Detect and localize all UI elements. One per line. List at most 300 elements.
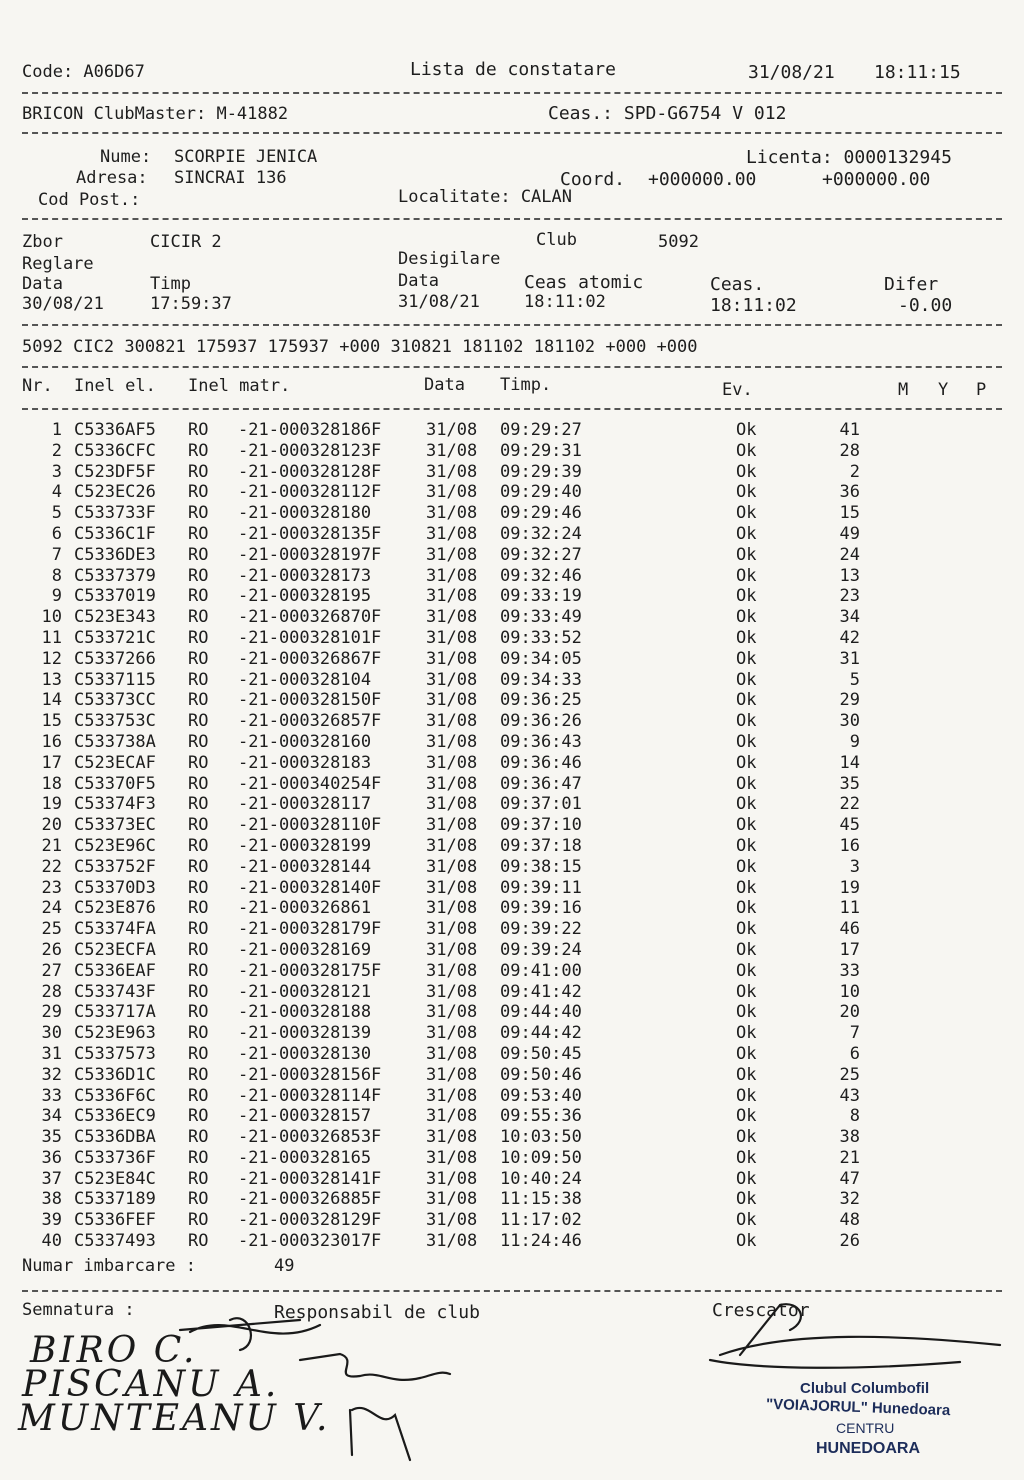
- table-row: [22, 482, 1002, 503]
- event-status: Ok: [736, 919, 757, 940]
- basket-number: 5: [849, 669, 860, 690]
- ring-number: -21-000326853F: [238, 1127, 382, 1148]
- ring-number: -21-000328150F: [238, 690, 382, 711]
- flight-name: CICIR 2: [150, 232, 222, 252]
- row-number: 35: [41, 1127, 62, 1148]
- table-row: [22, 878, 1002, 899]
- country-code: RO: [188, 669, 209, 690]
- boarding-label: Numar imbarcare :: [22, 1256, 196, 1276]
- print-date: 31/08/21: [748, 62, 835, 83]
- country-code: RO: [188, 960, 209, 981]
- ring-number: -21-000328179F: [238, 919, 382, 940]
- arrival-date: 31/08: [426, 440, 478, 461]
- ring-number: -21-000328121: [238, 981, 372, 1002]
- basket-number: 48: [839, 1210, 860, 1231]
- row-number: 8: [51, 565, 62, 586]
- event-status: Ok: [736, 939, 757, 960]
- arrival-time: 09:37:10: [500, 815, 582, 836]
- electronic-ring: C5336D1C: [74, 1064, 156, 1085]
- ring-number: -21-000328139: [238, 1023, 372, 1044]
- atomic-clock-label: Ceas atomic: [524, 272, 644, 293]
- row-number: 27: [41, 960, 62, 981]
- country-code: RO: [188, 711, 209, 732]
- table-row: [22, 1148, 1002, 1169]
- country-code: RO: [188, 607, 209, 628]
- country-code: RO: [188, 1043, 209, 1064]
- header-m: M: [898, 380, 909, 400]
- row-number: 33: [41, 1085, 62, 1106]
- arrival-time: 10:03:50: [500, 1127, 582, 1148]
- row-number: 40: [41, 1231, 62, 1252]
- basket-number: 3: [849, 856, 860, 877]
- set-date: 30/08/21: [22, 294, 104, 314]
- electronic-ring: C523E876: [74, 898, 156, 919]
- event-status: Ok: [736, 669, 757, 690]
- electronic-ring: C533733F: [74, 503, 156, 524]
- arrival-time: 10:09:50: [500, 1147, 582, 1168]
- arrival-date: 31/08: [426, 711, 478, 732]
- ring-number: -21-000328117: [238, 794, 372, 815]
- event-status: Ok: [736, 565, 757, 586]
- electronic-ring: C533743F: [74, 981, 156, 1002]
- breeder-label: Crescator: [712, 1300, 810, 1321]
- basket-number: 21: [839, 1147, 860, 1168]
- arrival-date: 31/08: [426, 1023, 478, 1044]
- event-status: Ok: [736, 1002, 757, 1023]
- table-row: [22, 711, 1002, 732]
- header-nr: Nr.: [22, 376, 53, 396]
- clock-id: Ceas.: SPD-G6754 V 012: [548, 103, 787, 124]
- electronic-ring: C53373CC: [74, 690, 156, 711]
- electronic-ring: C523DF5F: [74, 461, 156, 482]
- ring-number: -21-000328101F: [238, 627, 382, 648]
- arrival-time: 09:44:42: [500, 1023, 582, 1044]
- row-number: 38: [41, 1189, 62, 1210]
- event-status: Ok: [736, 856, 757, 877]
- arrival-time: 09:50:45: [500, 1043, 582, 1064]
- country-code: RO: [188, 898, 209, 919]
- arrival-time: 09:36:43: [500, 731, 582, 752]
- basket-number: 42: [839, 627, 860, 648]
- electronic-ring: C5337266: [74, 648, 156, 669]
- electronic-ring: C533753C: [74, 711, 156, 732]
- document-title: Lista de constatare: [410, 59, 616, 80]
- table-row: [22, 670, 1002, 691]
- boarding-count: 49: [274, 1256, 295, 1276]
- row-number: 21: [41, 835, 62, 856]
- arrival-date: 31/08: [426, 1002, 478, 1023]
- electronic-ring: C533721C: [74, 627, 156, 648]
- event-status: Ok: [736, 1168, 757, 1189]
- arrival-time: 09:55:36: [500, 1106, 582, 1127]
- country-code: RO: [188, 586, 209, 607]
- basket-number: 28: [839, 440, 860, 461]
- arrival-time: 11:24:46: [500, 1231, 582, 1252]
- electronic-ring: C523E343: [74, 607, 156, 628]
- ring-number: -21-000328160: [238, 731, 372, 752]
- arrival-time: 11:15:38: [500, 1189, 582, 1210]
- row-number: 39: [41, 1210, 62, 1231]
- electronic-ring: C523E96C: [74, 835, 156, 856]
- ring-number: -21-000328169: [238, 939, 372, 960]
- postcode-label: Cod Post.:: [38, 190, 141, 210]
- basket-number: 22: [839, 794, 860, 815]
- electronic-ring: C53370F5: [74, 773, 156, 794]
- electronic-ring: C5336EAF: [74, 960, 156, 981]
- setting-label: Reglare: [22, 254, 94, 274]
- basket-number: 2: [849, 461, 860, 482]
- set-date-label: Data: [22, 274, 63, 294]
- arrival-date: 31/08: [426, 607, 478, 628]
- table-row: [22, 628, 1002, 649]
- table-row: [22, 462, 1002, 483]
- ring-number: -21-000328157: [238, 1106, 372, 1127]
- electronic-ring: C5336C1F: [74, 523, 156, 544]
- event-status: Ok: [736, 1023, 757, 1044]
- electronic-ring: C5336EC9: [74, 1106, 156, 1127]
- separator: [22, 132, 1002, 134]
- row-number: 3: [51, 461, 62, 482]
- table-row: [22, 898, 1002, 919]
- row-number: 10: [41, 607, 62, 628]
- arrival-date: 31/08: [426, 482, 478, 503]
- separator: [22, 324, 1002, 326]
- arrival-time: 11:17:02: [500, 1210, 582, 1231]
- arrival-time: 09:29:39: [500, 461, 582, 482]
- ring-number: -21-000328165: [238, 1147, 372, 1168]
- ring-number: -21-000328104: [238, 669, 372, 690]
- arrival-date: 31/08: [426, 773, 478, 794]
- row-number: 1: [51, 420, 62, 440]
- event-status: Ok: [736, 731, 757, 752]
- ring-number: -21-000340254F: [238, 773, 382, 794]
- country-code: RO: [188, 981, 209, 1002]
- arrival-date: 31/08: [426, 960, 478, 981]
- electronic-ring: C523EC26: [74, 482, 156, 503]
- table-row: [22, 732, 1002, 753]
- electronic-ring: C5337189: [74, 1189, 156, 1210]
- ring-number: -21-000328188: [238, 1002, 372, 1023]
- table-row: [22, 836, 1002, 857]
- basket-number: 33: [839, 960, 860, 981]
- country-code: RO: [188, 627, 209, 648]
- table-row: [22, 774, 1002, 795]
- country-code: RO: [188, 440, 209, 461]
- country-code: RO: [188, 482, 209, 503]
- country-code: RO: [188, 1106, 209, 1127]
- arrival-time: 09:37:18: [500, 835, 582, 856]
- country-code: RO: [188, 420, 209, 440]
- basket-number: 43: [839, 1085, 860, 1106]
- arrival-date: 31/08: [426, 669, 478, 690]
- coord-y: +000000.00: [822, 169, 931, 190]
- arrival-time: 09:39:24: [500, 939, 582, 960]
- arrival-date: 31/08: [426, 523, 478, 544]
- basket-number: 30: [839, 711, 860, 732]
- event-status: Ok: [736, 482, 757, 503]
- country-code: RO: [188, 1189, 209, 1210]
- ring-number: -21-000328144: [238, 856, 372, 877]
- ring-number: -21-000326867F: [238, 648, 382, 669]
- electronic-ring: C53373EC: [74, 815, 156, 836]
- arrival-date: 31/08: [426, 420, 478, 440]
- club-label: Club: [536, 230, 577, 250]
- coord-x: +000000.00: [648, 169, 757, 190]
- event-status: Ok: [736, 607, 757, 628]
- event-status: Ok: [736, 1064, 757, 1085]
- event-status: Ok: [736, 794, 757, 815]
- electronic-ring: C523ECAF: [74, 752, 156, 773]
- row-number: 16: [41, 731, 62, 752]
- table-row: [22, 1002, 1002, 1023]
- table-row: [22, 940, 1002, 961]
- ring-number: -21-000328195: [238, 586, 372, 607]
- row-number: 18: [41, 773, 62, 794]
- arrival-date: 31/08: [426, 752, 478, 773]
- electronic-ring: C5337379: [74, 565, 156, 586]
- electronic-ring: C533736F: [74, 1147, 156, 1168]
- event-status: Ok: [736, 440, 757, 461]
- arrival-time: 09:33:49: [500, 607, 582, 628]
- event-status: Ok: [736, 586, 757, 607]
- arrival-time: 09:29:46: [500, 503, 582, 524]
- arrival-time: 09:29:31: [500, 440, 582, 461]
- electronic-ring: C5336AF5: [74, 420, 156, 440]
- responsible-label: Responsabil de club: [274, 1302, 480, 1323]
- row-number: 23: [41, 877, 62, 898]
- arrival-date: 31/08: [426, 503, 478, 524]
- row-number: 36: [41, 1147, 62, 1168]
- arrival-date: 31/08: [426, 461, 478, 482]
- event-status: Ok: [736, 420, 757, 440]
- electronic-ring: C523E963: [74, 1023, 156, 1044]
- event-status: Ok: [736, 752, 757, 773]
- ring-number: -21-000328156F: [238, 1064, 382, 1085]
- set-time: 17:59:37: [150, 294, 232, 314]
- name-label: Nume:: [100, 147, 152, 167]
- arrival-date: 31/08: [426, 939, 478, 960]
- arrival-date: 31/08: [426, 648, 478, 669]
- header-y: Y: [938, 380, 949, 400]
- country-code: RO: [188, 835, 209, 856]
- electronic-ring: C53374FA: [74, 919, 156, 940]
- basket-number: 36: [839, 482, 860, 503]
- separator: [22, 92, 1002, 94]
- country-code: RO: [188, 1231, 209, 1252]
- basket-number: 20: [839, 1002, 860, 1023]
- row-number: 11: [41, 627, 62, 648]
- arrival-date: 31/08: [426, 731, 478, 752]
- electronic-ring: C523E84C: [74, 1168, 156, 1189]
- country-code: RO: [188, 690, 209, 711]
- handwritten-name: BIRO C.: [30, 1330, 198, 1371]
- arrival-date: 31/08: [426, 565, 478, 586]
- basket-number: 11: [839, 898, 860, 919]
- unseal-label: Desigilare: [398, 249, 501, 269]
- arrival-time: 09:34:05: [500, 648, 582, 669]
- arrival-date: 31/08: [426, 1210, 478, 1231]
- event-status: Ok: [736, 690, 757, 711]
- basket-number: 45: [839, 815, 860, 836]
- table-row: [22, 586, 1002, 607]
- header-ring: Inel matr.: [188, 376, 291, 396]
- flight-label: Zbor: [22, 232, 63, 252]
- event-status: Ok: [736, 1085, 757, 1106]
- licence-number: Licenta: 0000132945: [746, 147, 952, 168]
- ring-number: -21-000328129F: [238, 1210, 382, 1231]
- table-row: [22, 1210, 1002, 1231]
- arrival-time: 09:36:46: [500, 752, 582, 773]
- country-code: RO: [188, 1127, 209, 1148]
- ring-number: -21-000328135F: [238, 523, 382, 544]
- clock-time: 18:11:02: [710, 295, 797, 316]
- basket-number: 38: [839, 1127, 860, 1148]
- row-number: 19: [41, 794, 62, 815]
- basket-number: 29: [839, 690, 860, 711]
- arrival-time: 10:40:24: [500, 1168, 582, 1189]
- country-code: RO: [188, 794, 209, 815]
- ring-number: -21-000328112F: [238, 482, 382, 503]
- event-status: Ok: [736, 960, 757, 981]
- print-time: 18:11:15: [874, 62, 961, 83]
- row-number: 28: [41, 981, 62, 1002]
- basket-number: 34: [839, 607, 860, 628]
- ring-number: -21-000326870F: [238, 607, 382, 628]
- row-number: 15: [41, 711, 62, 732]
- table-row: [22, 1065, 1002, 1086]
- ring-number: -21-000328186F: [238, 420, 382, 440]
- arrival-date: 31/08: [426, 981, 478, 1002]
- table-row: [22, 649, 1002, 670]
- ring-number: -21-000326857F: [238, 711, 382, 732]
- country-code: RO: [188, 1168, 209, 1189]
- unseal-date-label: Data: [398, 271, 439, 291]
- table-row: [22, 1169, 1002, 1190]
- basket-number: 26: [839, 1231, 860, 1252]
- arrival-date: 31/08: [426, 1064, 478, 1085]
- arrival-date: 31/08: [426, 586, 478, 607]
- country-code: RO: [188, 1002, 209, 1023]
- table-row: [22, 1044, 1002, 1065]
- ring-number: -21-000323017F: [238, 1231, 382, 1252]
- ring-number: -21-000328199: [238, 835, 372, 856]
- basket-number: 31: [839, 648, 860, 669]
- country-code: RO: [188, 919, 209, 940]
- event-status: Ok: [736, 773, 757, 794]
- table-row: [22, 982, 1002, 1003]
- arrival-time: 09:50:46: [500, 1064, 582, 1085]
- separator: [22, 366, 1002, 368]
- arrival-date: 31/08: [426, 1106, 478, 1127]
- basket-number: 32: [839, 1189, 860, 1210]
- country-code: RO: [188, 752, 209, 773]
- country-code: RO: [188, 503, 209, 524]
- basket-number: 9: [849, 731, 860, 752]
- ring-number: -21-000326861: [238, 898, 372, 919]
- event-status: Ok: [736, 461, 757, 482]
- ring-number: -21-000328183: [238, 752, 372, 773]
- row-number: 31: [41, 1043, 62, 1064]
- unseal-date: 31/08/21: [398, 292, 480, 312]
- table-row: [22, 1023, 1002, 1044]
- row-number: 5: [51, 503, 62, 524]
- arrival-date: 31/08: [426, 1043, 478, 1064]
- event-status: Ok: [736, 1106, 757, 1127]
- basket-number: 41: [839, 420, 860, 440]
- event-status: Ok: [736, 523, 757, 544]
- arrival-date: 31/08: [426, 627, 478, 648]
- row-number: 34: [41, 1106, 62, 1127]
- ring-number: -21-000328128F: [238, 461, 382, 482]
- table-row: [22, 503, 1002, 524]
- arrival-time: 09:32:46: [500, 565, 582, 586]
- arrival-time: 09:53:40: [500, 1085, 582, 1106]
- club-number: 5092: [658, 232, 699, 252]
- ring-number: -21-000328173: [238, 565, 372, 586]
- header-p: P: [976, 380, 987, 400]
- country-code: RO: [188, 648, 209, 669]
- basket-number: 23: [839, 586, 860, 607]
- basket-number: 25: [839, 1064, 860, 1085]
- table-row: [22, 1189, 1002, 1210]
- table-row: [22, 961, 1002, 982]
- arrival-time: 09:36:47: [500, 773, 582, 794]
- header-date: Data: [424, 375, 465, 395]
- row-number: 30: [41, 1023, 62, 1044]
- country-code: RO: [188, 565, 209, 586]
- row-number: 14: [41, 690, 62, 711]
- ring-number: -21-000328197F: [238, 544, 382, 565]
- event-status: Ok: [736, 835, 757, 856]
- ring-number: -21-000326885F: [238, 1189, 382, 1210]
- owner-name: SCORPIE JENICA: [174, 147, 318, 167]
- country-code: RO: [188, 773, 209, 794]
- country-code: RO: [188, 1064, 209, 1085]
- arrival-date: 31/08: [426, 856, 478, 877]
- row-number: 22: [41, 856, 62, 877]
- event-status: Ok: [736, 503, 757, 524]
- electronic-ring: C5336CFC: [74, 440, 156, 461]
- country-code: RO: [188, 544, 209, 565]
- arrival-date: 31/08: [426, 919, 478, 940]
- country-code: RO: [188, 939, 209, 960]
- ring-number: -21-000328130: [238, 1043, 372, 1064]
- ring-number: -21-000328110F: [238, 815, 382, 836]
- clubmaster-id: BRICON ClubMaster: M-41882: [22, 104, 289, 124]
- arrival-date: 31/08: [426, 794, 478, 815]
- country-code: RO: [188, 1147, 209, 1168]
- row-number: 20: [41, 815, 62, 836]
- basket-number: 16: [839, 835, 860, 856]
- country-code: RO: [188, 1210, 209, 1231]
- row-number: 24: [41, 898, 62, 919]
- separator: [22, 218, 1002, 220]
- country-code: RO: [188, 877, 209, 898]
- electronic-ring: C5337573: [74, 1043, 156, 1064]
- summary-line: 5092 CIC2 300821 175937 175937 +000 310821 181102 181102 +000 +000: [22, 337, 698, 357]
- signature-label: Semnatura :: [22, 1300, 135, 1320]
- arrival-date: 31/08: [426, 898, 478, 919]
- separator: [22, 408, 1002, 410]
- table-row: [22, 420, 1002, 441]
- event-status: Ok: [736, 544, 757, 565]
- arrival-time: 09:36:26: [500, 711, 582, 732]
- electronic-ring: C5336FEF: [74, 1210, 156, 1231]
- header-time: Timp.: [500, 375, 552, 395]
- locality: Localitate: CALAN: [398, 187, 572, 207]
- arrival-time: 09:39:11: [500, 877, 582, 898]
- arrival-date: 31/08: [426, 690, 478, 711]
